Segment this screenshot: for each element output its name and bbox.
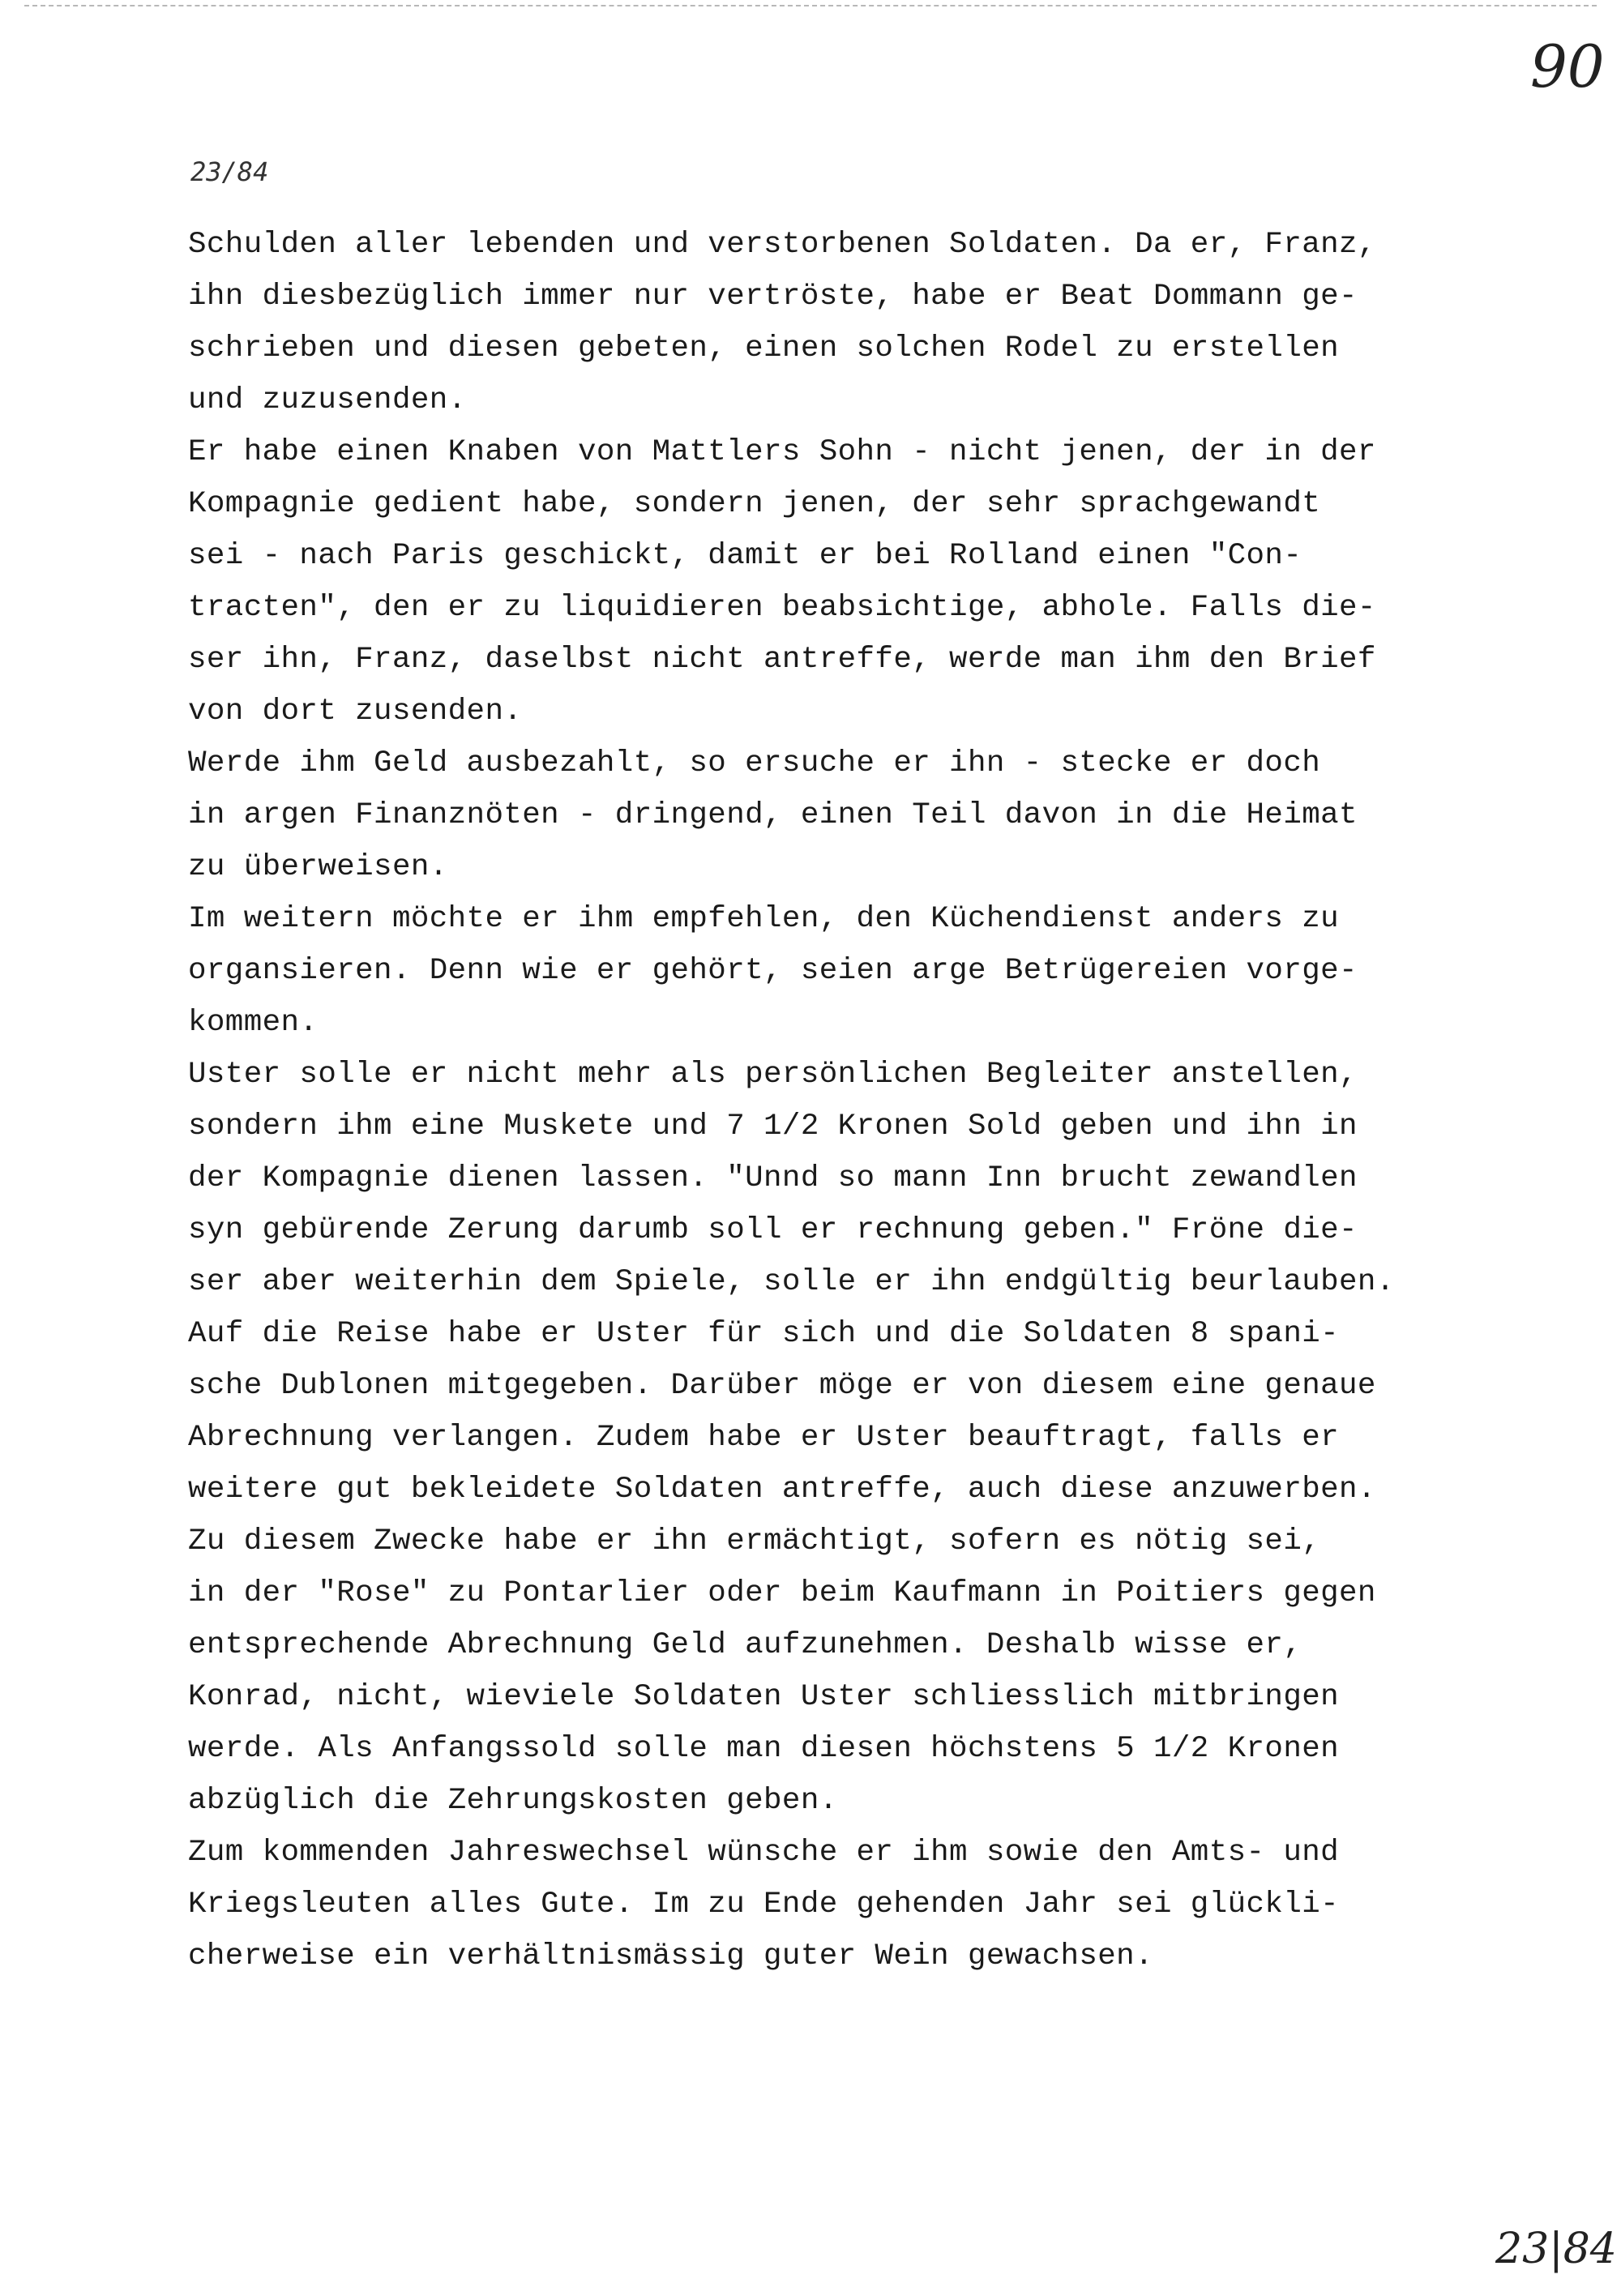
text-line: ser aber weiterhin dem Spiele, solle er ihn endgültig beurlauben. (188, 1265, 1395, 1299)
text-line: Kriegsleuten alles Gute. Im zu Ende gehenden Jahr sei glückli- (188, 1888, 1340, 1922)
handwritten-footer-reference: 23|84 (1495, 2225, 1617, 2273)
text-line: kommen. (188, 1006, 319, 1040)
text-line: zu überweisen. (188, 850, 448, 884)
text-line: und zuzusenden. (188, 383, 467, 417)
text-line: organsieren. Denn wie er gehört, seien arge Betrügereien vorge- (188, 954, 1358, 988)
body-text (188, 219, 1501, 1982)
text-line: Er habe einen Knaben von Mattlers Sohn - nicht jenen, der in der (188, 435, 1376, 469)
text-line: ser ihn, Franz, daselbst nicht antreffe, werde man ihm den Brief (188, 643, 1376, 677)
text-line: sche Dublonen mitgegeben. Darüber möge er von diesem eine genaue (188, 1369, 1376, 1403)
text-line: werde. Als Anfangssold solle man diesen höchstens 5 1/2 Kronen (188, 1732, 1340, 1766)
text-line: sondern ihm eine Muskete und 7 1/2 Kronen Sold geben und ihn in (188, 1110, 1358, 1144)
text-line: entsprechende Abrechnung Geld aufzunehmen. Deshalb wisse er, (188, 1628, 1302, 1662)
handwritten-page-number: 90 (1530, 32, 1605, 100)
text-line: abzüglich die Zehrungskosten geben. (188, 1784, 838, 1818)
text-line: weitere gut bekleidete Soldaten antreffe, auch diese anzuwerben. (188, 1473, 1376, 1507)
text-line: Werde ihm Geld ausbezahlt, so ersuche er ihn - stecke er doch (188, 746, 1321, 780)
text-line: in argen Finanznöten - dringend, einen Teil davon in die Heimat (188, 798, 1358, 832)
text-line: Abrechnung verlangen. Zudem habe er Uster beauftragt, falls er (188, 1421, 1340, 1455)
text-line: Im weitern möchte er ihm empfehlen, den Küchendienst anders zu (188, 902, 1340, 936)
text-line: Schulden aller lebenden und verstorbenen Soldaten. Da er, Franz, (188, 228, 1376, 262)
text-line: tracten", den er zu liquidieren beabsichtige, abhole. Falls die- (188, 591, 1376, 625)
text-line: Zum kommenden Jahreswechsel wünsche er ihm sowie den Amts- und (188, 1836, 1340, 1870)
text-line: in der "Rose" zu Pontarlier oder beim Kaufmann in Poitiers gegen (188, 1576, 1376, 1610)
text-line: ihn diesbezüglich immer nur vertröste, habe er Beat Dommann ge- (188, 280, 1358, 314)
text-line: Auf die Reise habe er Uster für sich und die Soldaten 8 spani- (188, 1317, 1340, 1351)
text-line: Zu diesem Zwecke habe er ihn ermächtigt, sofern es nötig sei, (188, 1524, 1321, 1558)
document-reference: 23/84 (190, 156, 269, 187)
text-line: Kompagnie gedient habe, sondern jenen, der sehr sprachgewandt (188, 487, 1321, 521)
text-line: cherweise ein verhältnismässig guter Wein gewachsen. (188, 1939, 1153, 1973)
text-line: von dort zusenden. (188, 695, 523, 729)
text-line: sei - nach Paris geschickt, damit er bei Rolland einen "Con- (188, 539, 1302, 573)
text-line: der Kompagnie dienen lassen. "Unnd so mann Inn brucht zewandlen (188, 1161, 1358, 1195)
text-line: Uster solle er nicht mehr als persönlichen Begleiter anstellen, (188, 1058, 1358, 1092)
text-line: schrieben und diesen gebeten, einen solchen Rodel zu erstellen (188, 331, 1340, 366)
page-top-rule (24, 5, 1597, 6)
text-line: syn gebürende Zerung darumb soll er rechnung geben." Fröne die- (188, 1213, 1358, 1247)
text-line: Konrad, nicht, wieviele Soldaten Uster schliesslich mitbringen (188, 1680, 1340, 1714)
